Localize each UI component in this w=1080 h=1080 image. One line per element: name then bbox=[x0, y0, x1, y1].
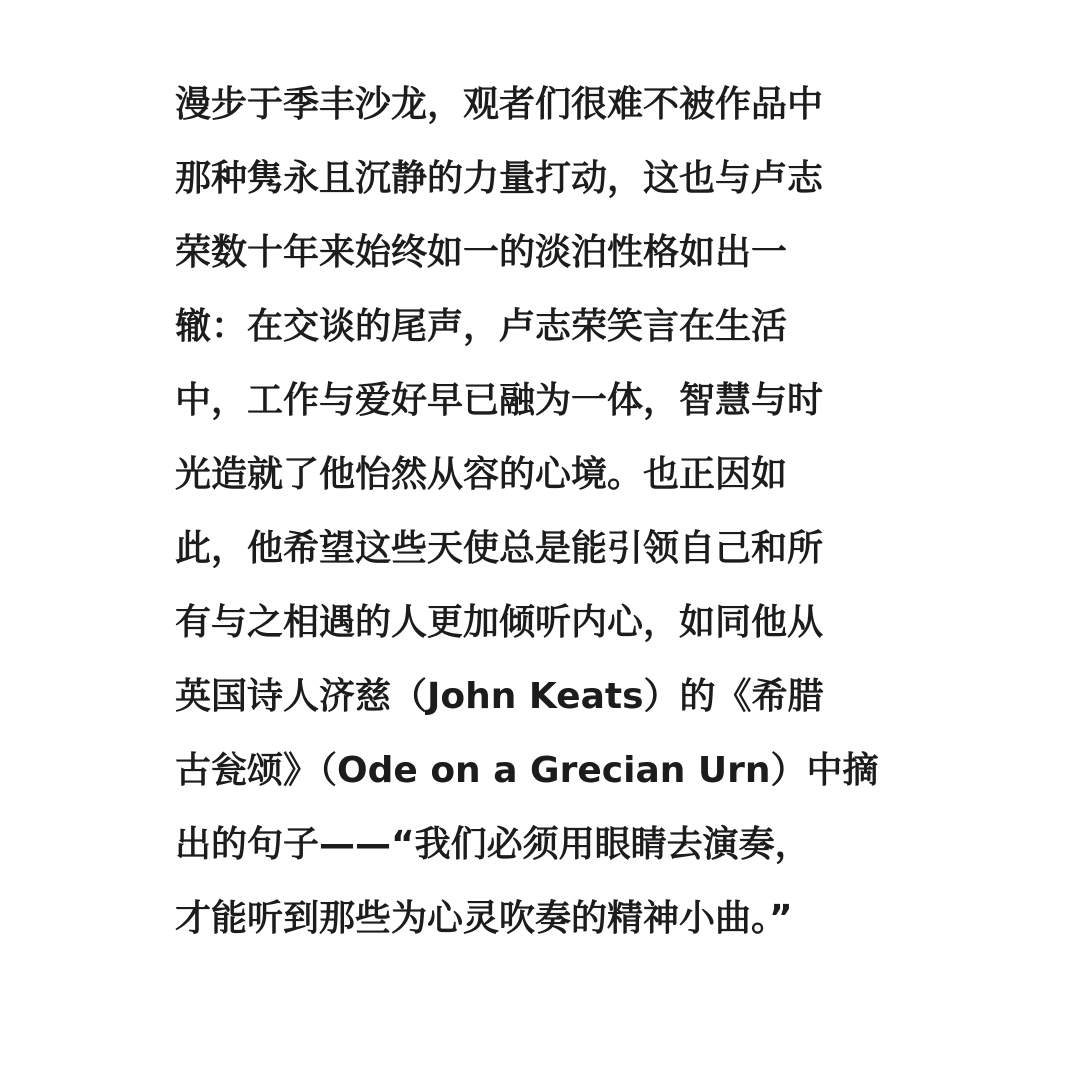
article-paragraph bbox=[175, 68, 915, 956]
paragraph-line-4: 辙：在交谈的尾声，卢志荣笑言在生活 bbox=[175, 306, 788, 347]
paragraph-line-1: 漫步于季丰沙龙，观者们很难不被作品中 bbox=[175, 84, 824, 125]
paragraph-line-12: 才能听到那些为心灵吹奏的精神小曲。” bbox=[175, 898, 793, 939]
paragraph-line-8: 有与之相遇的人更加倾听内心，如同他从 bbox=[175, 602, 824, 643]
paragraph-line-2: 那种隽永且沉静的力量打动，这也与卢志 bbox=[175, 158, 824, 199]
paragraph-line-5: 中，工作与爱好早已融为一体，智慧与时 bbox=[175, 380, 824, 421]
paragraph-line-7: 此，他希望这些天使总是能引领自己和所 bbox=[175, 528, 824, 569]
paragraph-line-3: 荣数十年来始终如一的淡泊性格如出一 bbox=[175, 232, 788, 273]
paragraph-line-6: 光造就了他怡然从容的心境。也正因如 bbox=[175, 454, 788, 495]
paragraph-line-11: 出的句子——“我们必须用眼睛去演奏， bbox=[175, 824, 811, 865]
paragraph-line-10: 古瓮颂》（Ode on a Grecian Urn）中摘 bbox=[175, 750, 879, 791]
paragraph-line-9: 英国诗人济慈（John Keats）的《希腊 bbox=[175, 676, 824, 717]
